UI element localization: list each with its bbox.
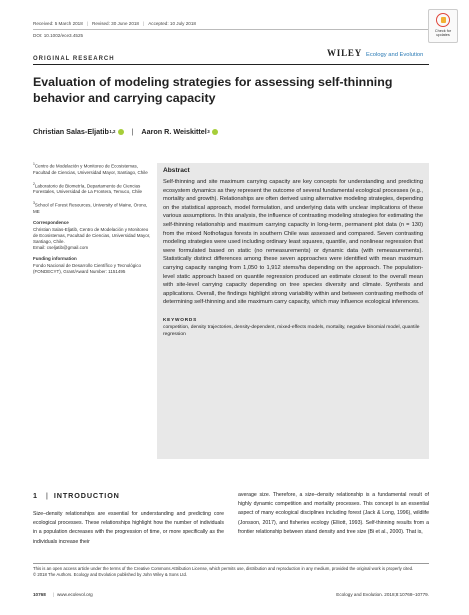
header-rule (33, 64, 429, 65)
accepted-date: Accepted: 10 July 2018 (148, 21, 196, 26)
correspondence-text: Christian Salas-Eljatib, Centro de Modelación y Monitoreo de Ecosistemas, Facultad de Ciencias, Universidad Mayor, Santiago, Chile. Email: cseljatib@gmail.com (33, 226, 151, 250)
footer-left (33, 592, 93, 597)
correspondence-email[interactable]: Email: cseljatib@gmail.com (33, 244, 89, 250)
page-number: 10768 (33, 592, 46, 597)
author-divider: | (131, 127, 134, 136)
author-name[interactable]: Christian Salas-Eljatib (33, 127, 109, 136)
affiliation: $^2$Laboratorio de Biometría, Departamento de Ciencias Forestales, Universidad de La Frontera, Temuco, Chile (33, 181, 142, 194)
orcid-icon[interactable] (118, 129, 124, 135)
correspondence-heading: Correspondence (33, 219, 69, 225)
divider: | (143, 21, 145, 26)
divider: | (52, 592, 54, 597)
author-name[interactable]: Aaron R. Weiskittel (141, 127, 207, 136)
affiliation: $^3$School of Forest Resources, University of Maine, Orono, ME (33, 201, 148, 214)
section-title: INTRODUCTION (53, 491, 120, 500)
section-type: ORIGINAL RESEARCH (33, 56, 115, 62)
author-affiliation-marker: 1,2 (109, 129, 116, 134)
publisher-logo (327, 48, 423, 58)
divider: | (46, 491, 48, 500)
doi[interactable]: DOI: 10.1002/ece3.4525 (33, 33, 84, 38)
abstract-text: Self-thinning and site maximum carrying capacity are key concepts for understanding and predicting ecosystem dynamics as they represent the outcome of several fundamental ecological processes (e.g., mortality and growth). Relationships are often derived using alternative modeling strategies, depending on the statistical approach, model formulation, and underlying data with unclear implications of these various assumptions. In this analysis, the influence of contrasting modeling strategies for estimating the self-thinning relationship and maximum carrying capacity in long-term, permanent plot data (n = 130) from the mixed Nothofagus forests in southern Chile was assessed and compared. Seven contrasting modeling strategies were used including ordinary least squares, quantile, and nonlinear regression that were formulated based on static (no remeasurements) or dynamic data (with remeasurements). Statistically distinct differences among these seven approaches were identified with mean maximum carrying capacity ranging from 1,050 to 1,912 stems/ha depending on the approach. The population-level static approach based on quantile regression produced an estimate closest to the overall mean with site-level carrying capacity depending on tree species diversity and climate. Synthesis and applications. Overall, the findings highlight strong variability within and between contrasting methods of determining self-thinning and site maximum carry capacity, which may influence ecological inferences. (163, 179, 423, 306)
publication-history (33, 21, 428, 26)
citation: Ecology and Evolution. 2018;8:10768–10779. (336, 592, 429, 597)
received-date: Received: 5 March 2018 (33, 21, 83, 26)
section-number: 1 (33, 491, 37, 500)
check-updates-label: Check for updates (434, 29, 452, 38)
footnote-rule (33, 563, 429, 564)
affiliation: $^1$Centro de Modelación y Monitoreo de Ecosistemas, Facultad de Ciencias, Universidad Mayor, Santiago, Chile (33, 162, 148, 175)
body-text-column-1: Size–density relationships are essential for understanding and predicting core ecological processes. These relationships highlight how the number of individuals in a population decreases with the progression of time, or more specifically as the individuals increase their (33, 511, 224, 545)
top-rule (33, 29, 429, 30)
orcid-icon[interactable] (212, 129, 218, 135)
journal-name: Ecology and Evolution (366, 52, 424, 58)
abstract-heading: Abstract (163, 167, 190, 174)
copyright-text: © 2018 The Authors. Ecology and Evolution published by John Wiley & Sons Ltd. (33, 572, 188, 578)
keywords-heading: KEYWORDS (163, 316, 198, 322)
article-title: Evaluation of modeling strategies for assessing self-thinning behavior and carrying capacity (33, 75, 393, 105)
funding-text: Fondo Nacional de Desarrollo Científico y Tecnológico (FONDECYT), Grant/Award Number: 1151495 (33, 262, 141, 274)
wiley-logo: WILEY (327, 48, 363, 58)
keywords-list: competition, density trajectories, density-dependent, mixed-effects models, mortality, negative binomial model, quantile regression (163, 324, 420, 338)
section-heading (33, 491, 120, 500)
divider: | (86, 21, 88, 26)
article-info-sidebar (33, 161, 151, 280)
check-updates-icon (436, 13, 450, 27)
license-text: This is an open access article under the terms of the Creative Commons Attribution License, which permits use, distribution and reproduction in any medium, provided the original work is properly cited. (33, 566, 414, 571)
author-list (33, 127, 218, 136)
revised-date: Revised: 30 June 2018 (92, 21, 139, 26)
journal-website[interactable]: www.ecolevol.org (56, 592, 93, 597)
abstract-box (157, 163, 429, 459)
license-footnote (33, 566, 429, 579)
author-affiliation-marker: 3 (207, 129, 210, 134)
body-text-column-2: average size. Therefore, a size–density relationship is a fundamental result of highly dynamic competition and mortality processes. This concept is an essential aspect of many ecological disciplines including forest (Jack & Long, 1996), wildlife (Jonsson, 2017), and fisheries ecology (Elliott, 1993). Self-thinning results from a frontier relationship between stand density and tree size (Bi et al., 2000). That is, (238, 492, 429, 535)
check-for-updates-button[interactable] (428, 9, 458, 43)
page-footer (33, 592, 429, 597)
funding-heading: Funding information (33, 255, 77, 261)
